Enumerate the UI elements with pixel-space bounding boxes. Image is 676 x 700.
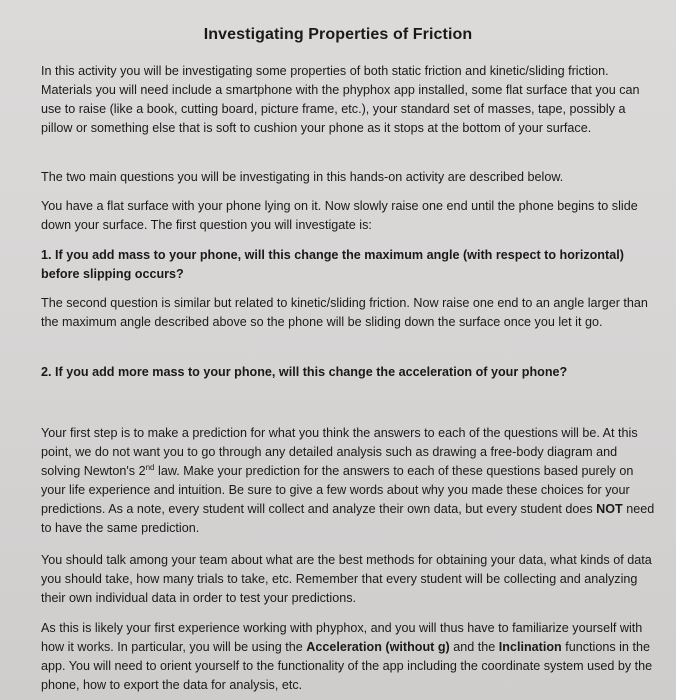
prediction-text-b: law. Make your prediction for the answers to each of these questions based purely on your life experience and intuition. Be sure to give a few words about why you made these choices for your predictions. As a note, every student will collect and analyze their own data, but every student does [41,464,634,516]
second-question-intro: The second question is similar but related to kinetic/sliding friction. Now raise one end to an angle larger than the maximum angle described above so the phone will be sliding down the surface once you let it go. [41,296,648,329]
question-1: 1. If you add mass to your phone, will this change the maximum angle (with respect to horizontal) before slipping occurs? [41,248,624,281]
phyphox-paragraph [41,619,659,695]
team-paragraph: You should talk among your team about what are the best methods for obtaining your data, what kinds of data you should take, how many trials to take, etc. Remember that every student will be collecting and analyzing their own individual data in order to test your predictions. [41,553,652,605]
prediction-text-a: Your first step is to make a prediction for what you think the answers to each of the questions will be. At this point, we do not want you to go through any detailed analysis such as drawing a free-body diagram and solving Newton's 2 [41,426,638,478]
setup-paragraph: You have a flat surface with your phone lying on it. Now slowly raise one end until the phone begins to slide down your surface. The first question you will investigate is: [41,199,638,232]
phyphox-text-b: functions in the app. You will need to orient yourself to the functionality of the app including the coordinate system used by the phone, how to export the data for analysis, etc. [41,640,653,692]
phyphox-text-a: As this is likely your first experience working with phyphox, and you will thus have to familiarize yourself with how it works. In particular, you will be using the [41,621,643,654]
phyphox-and: and the [449,640,499,654]
prediction-not-emphasis: NOT [596,502,623,516]
prediction-text-c: need to have the same prediction. [41,502,655,535]
intro-paragraph: In this activity you will be investigating some properties of both static friction and kinetic/sliding friction. Materials you will need include a smartphone with the phyphox app installed, some flat surface that you can use to raise (like a book, cutting board, picture frame, etc.), your standard set of masses, tape, possibly a pillow or something else that is soft to cushion your phone as it stops at the bottom of your surface. [41,64,640,135]
two-questions-paragraph: The two main questions you will be investigating in this hands-on activity are described below. [41,170,564,184]
prediction-paragraph [41,424,659,538]
document-title: Investigating Properties of Friction [203,26,473,43]
prediction-superscript: nd [145,462,155,472]
acceleration-function-name: Acceleration (without g) [306,640,450,654]
inclination-function-name: Inclination [498,640,562,654]
question-2: 2. If you add more mass to your phone, will this change the acceleration of your phone? [41,365,568,379]
